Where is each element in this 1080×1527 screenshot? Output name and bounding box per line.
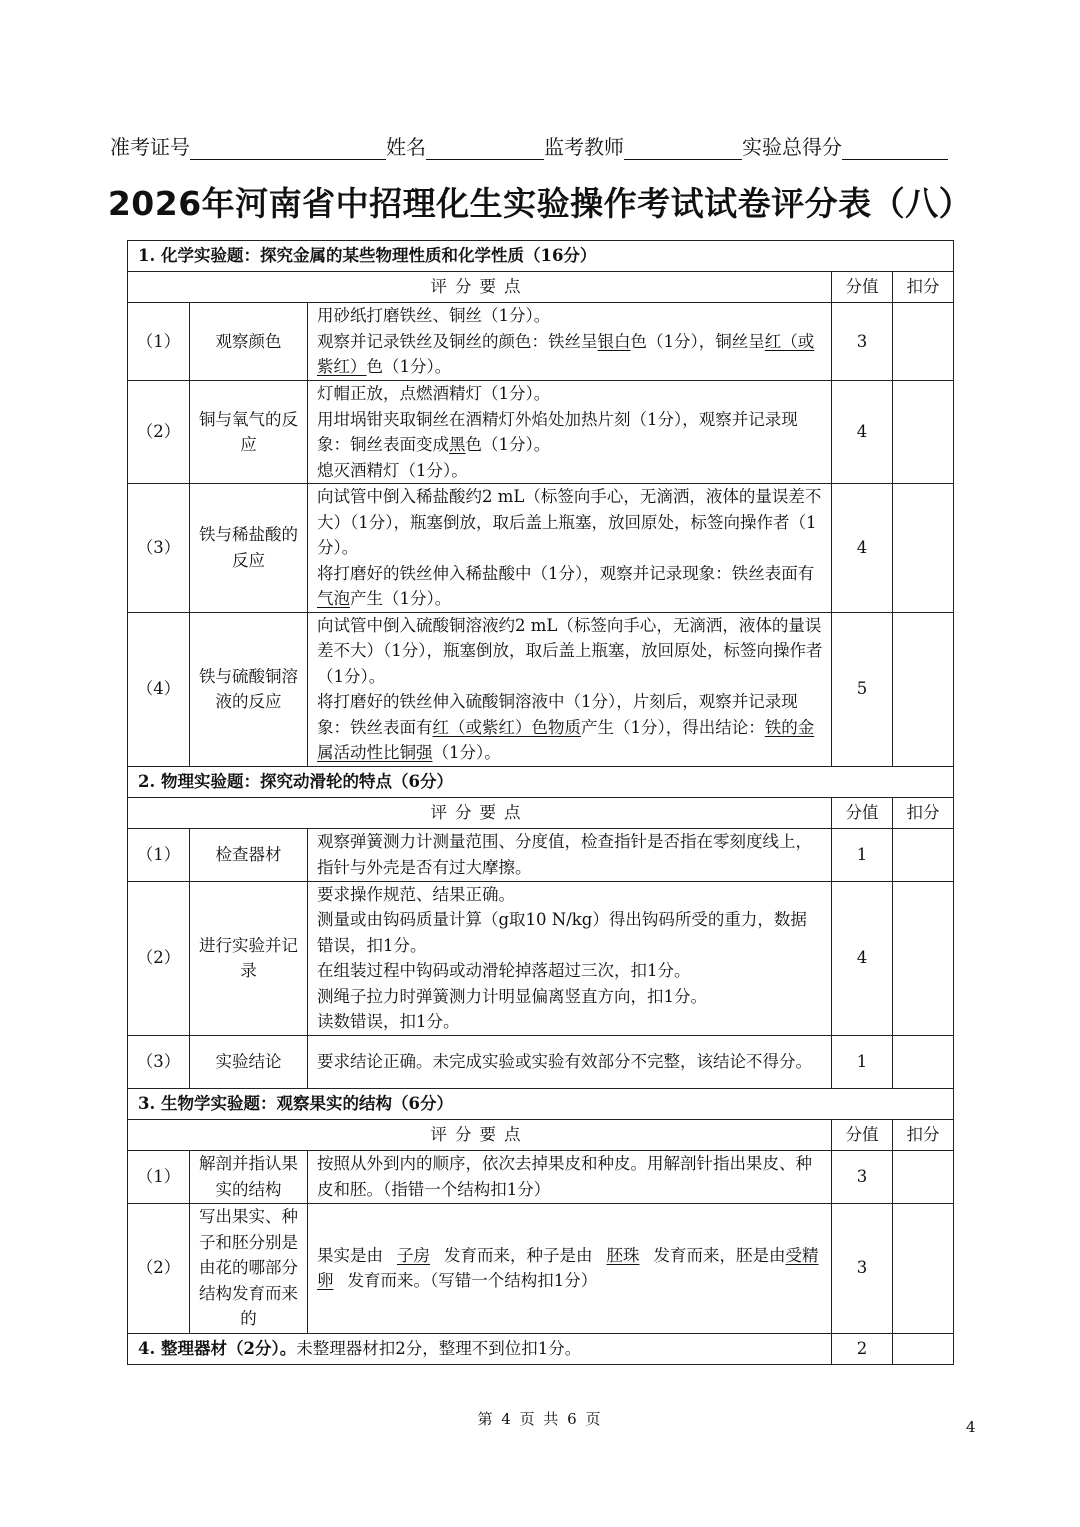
row-number: （2） xyxy=(128,881,190,1035)
text-span: 色（1分）。 xyxy=(465,435,551,454)
organize-title: 4. 整理器材（2分）。 xyxy=(138,1338,297,1358)
point-text xyxy=(317,329,823,380)
table-row xyxy=(128,1333,954,1364)
answer-underline: 气泡 xyxy=(317,589,350,608)
point-text: 测绳子拉力时弹簧测力计明显偏离竖直方向，扣1分。 xyxy=(317,986,707,1006)
points-header: 评分要点 xyxy=(128,272,832,303)
invigilator-label: 监考教师 xyxy=(544,135,624,159)
row-number: （2） xyxy=(128,1203,190,1333)
answer-underline: 受精卵 xyxy=(317,1245,819,1290)
score-value: 3 xyxy=(832,1203,893,1333)
row-number: （1） xyxy=(128,1150,190,1203)
row-points xyxy=(308,303,832,381)
deduct-cell[interactable] xyxy=(893,303,954,381)
text-span: 观察并记录铁丝及铜丝的颜色：铁丝呈 xyxy=(317,331,598,351)
row-item: 观察颜色 xyxy=(190,303,308,381)
point-text xyxy=(317,407,823,458)
score-value: 1 xyxy=(832,828,893,881)
total-score-blank[interactable] xyxy=(842,137,948,160)
text-span: 色（1分），铜丝呈 xyxy=(630,331,765,351)
point-text: 用砂纸打磨铁丝、铜丝（1分）。 xyxy=(317,306,551,326)
page-footer: 第 4 页 共 6 页 xyxy=(477,1410,603,1428)
exam-id-blank[interactable] xyxy=(190,137,386,160)
score-value: 2 xyxy=(832,1333,893,1364)
chemistry-section-title: 1. 化学实验题：探究金属的某些物理性质和化学性质（16分） xyxy=(128,241,954,272)
score-header: 分值 xyxy=(832,272,893,303)
row-item: 进行实验并记录 xyxy=(190,881,308,1035)
corner-page-number: 4 xyxy=(966,1418,976,1436)
row-points xyxy=(308,1035,832,1088)
answer-underline: 铁的金属活动性比铜强 xyxy=(317,717,815,762)
organize-section xyxy=(128,1333,832,1364)
text-span: 用坩埚钳夹取铜丝在酒精灯外焰处加热片刻（1分），观察并记录现象：铜丝表面变成 xyxy=(317,409,798,454)
score-value: 4 xyxy=(832,881,893,1035)
deduct-header: 扣分 xyxy=(893,797,954,828)
table-row xyxy=(128,1035,954,1088)
point-text xyxy=(317,561,823,612)
table-row xyxy=(128,612,954,766)
row-number: （1） xyxy=(128,828,190,881)
biology-section-title: 3. 生物学实验题：观察果实的结构（6分） xyxy=(128,1088,954,1119)
answer-underline: 胚珠 xyxy=(606,1245,640,1265)
row-number: （3） xyxy=(128,484,190,613)
deduct-header: 扣分 xyxy=(893,1119,954,1150)
answer-underline: 红（或紫红） xyxy=(317,331,815,377)
text-span: 发育而来，胚是由 xyxy=(653,1245,786,1265)
row-points xyxy=(308,484,832,613)
point-text: 灯帽正放，点燃酒精灯（1分）。 xyxy=(317,384,551,403)
text-span: 发育而来。（写错一个结构扣1分） xyxy=(347,1271,598,1290)
row-number: （3） xyxy=(128,1035,190,1088)
row-item: 铜与氧气的反应 xyxy=(190,381,308,484)
point-text xyxy=(317,689,823,766)
score-header: 分值 xyxy=(832,1119,893,1150)
table-row xyxy=(128,881,954,1035)
deduct-cell[interactable] xyxy=(893,1150,954,1203)
text-span: 将打磨好的铁丝伸入稀盐酸中（1分），观察并记录现象：铁丝表面有 xyxy=(317,563,815,583)
table-row xyxy=(128,828,954,881)
point-text: 熄灭酒精灯（1分）。 xyxy=(317,460,468,480)
table-row xyxy=(128,303,954,381)
deduct-cell[interactable] xyxy=(893,1035,954,1088)
organize-text: 未整理器材扣2分，整理不到位扣1分。 xyxy=(296,1338,582,1358)
answer-underline: 子房 xyxy=(397,1245,430,1265)
text-span: 将打磨好的铁丝伸入硫酸铜溶液中（1分），片刻后，观察并记录现象：铁丝表面有 xyxy=(317,692,798,737)
point-text: 向试管中倒入硫酸铜溶液约2 mL（标签向手心，无滴洒，液体的量误差不大）（1分），瓶塞倒放，取后盖上瓶塞，放回原处，标签向操作者（1分）。 xyxy=(317,615,823,686)
points-header: 评分要点 xyxy=(128,1119,832,1150)
point-text xyxy=(317,1243,823,1294)
score-value: 4 xyxy=(832,484,893,613)
text-span: 产生（1分），得出结论： xyxy=(581,717,765,737)
point-text: 测量或由钩码质量计算（g取10 N/kg）得出钩码所受的重力，数据错误，扣1分。 xyxy=(317,910,807,955)
row-points xyxy=(308,381,832,484)
row-number: （4） xyxy=(128,612,190,766)
row-item: 铁与稀盐酸的反应 xyxy=(190,484,308,613)
deduct-cell[interactable] xyxy=(893,1333,954,1364)
text-span: 发育而来，种子是由 xyxy=(444,1245,593,1265)
deduct-cell[interactable] xyxy=(893,828,954,881)
invigilator-blank[interactable] xyxy=(624,137,742,160)
points-header: 评分要点 xyxy=(128,797,832,828)
table-row xyxy=(128,1150,954,1203)
row-points xyxy=(308,828,832,881)
name-blank[interactable] xyxy=(426,137,544,160)
deduct-cell[interactable] xyxy=(893,381,954,484)
row-item: 写出果实、种子和胚分别是由花的哪部分结构发育而来的 xyxy=(190,1203,308,1333)
point-text: 要求结论正确。未完成实验或实验有效部分不完整，该结论不得分。 xyxy=(317,1051,812,1071)
point-text: 要求操作规范、结果正确。 xyxy=(317,884,515,904)
row-points xyxy=(308,881,832,1035)
point-text: 向试管中倒入稀盐酸约2 mL（标签向手心，无滴洒，液体的量误差不大）（1分），瓶塞倒放，取后盖上瓶塞，放回原处，标签向操作者（1分）。 xyxy=(317,487,822,557)
answer-underline: 红（或紫红）色物质 xyxy=(432,717,581,737)
deduct-cell[interactable] xyxy=(893,612,954,766)
deduct-header: 扣分 xyxy=(893,272,954,303)
page-title: 2026年河南省中招理化生实验操作考试试卷评分表（八） xyxy=(107,184,973,223)
score-value: 5 xyxy=(832,612,893,766)
point-text: 读数错误，扣1分。 xyxy=(317,1012,460,1031)
text-span: （1分）。 xyxy=(432,743,501,762)
deduct-cell[interactable] xyxy=(893,484,954,613)
score-value: 3 xyxy=(832,1150,893,1203)
score-value: 3 xyxy=(832,303,893,381)
row-number: （2） xyxy=(128,381,190,484)
score-header: 分值 xyxy=(832,797,893,828)
score-value: 1 xyxy=(832,1035,893,1088)
total-score-label: 实验总得分 xyxy=(742,135,842,159)
deduct-cell[interactable] xyxy=(893,1203,954,1333)
text-span: 色（1分）。 xyxy=(366,357,452,377)
row-item: 解剖并指认果实的结构 xyxy=(190,1150,308,1203)
row-item: 铁与硫酸铜溶液的反应 xyxy=(190,612,308,766)
exam-id-label: 准考证号 xyxy=(110,135,190,159)
point-text: 按照从外到内的顺序，依次去掉果皮和种皮。用解剖针指出果皮、种皮和胚。（指错一个结构扣1分） xyxy=(317,1154,812,1199)
row-points xyxy=(308,1203,832,1333)
row-item: 检查器材 xyxy=(190,828,308,881)
deduct-cell[interactable] xyxy=(893,881,954,1035)
row-points xyxy=(308,612,832,766)
score-value: 4 xyxy=(832,381,893,484)
row-item: 实验结论 xyxy=(190,1035,308,1088)
name-label: 姓名 xyxy=(386,135,426,159)
point-text: 观察弹簧测力计测量范围、分度值，检查指针是否指在零刻度线上，指针与外壳是否有过大摩擦。 xyxy=(317,832,812,877)
table-row xyxy=(128,484,954,613)
answer-underline: 黑 xyxy=(449,435,466,454)
table-row xyxy=(128,1203,954,1333)
point-text: 在组装过程中钩码或动滑轮掉落超过三次，扣1分。 xyxy=(317,961,691,980)
physics-section-title: 2. 物理实验题：探究动滑轮的特点（6分） xyxy=(128,766,954,797)
scoring-table xyxy=(127,240,954,1365)
text-span: 产生（1分）。 xyxy=(350,589,452,608)
text-span: 果实是由 xyxy=(317,1245,383,1265)
candidate-info-line xyxy=(110,128,980,160)
table-row xyxy=(128,381,954,484)
answer-underline: 银白 xyxy=(597,331,631,351)
row-points xyxy=(308,1150,832,1203)
row-number: （1） xyxy=(128,303,190,381)
